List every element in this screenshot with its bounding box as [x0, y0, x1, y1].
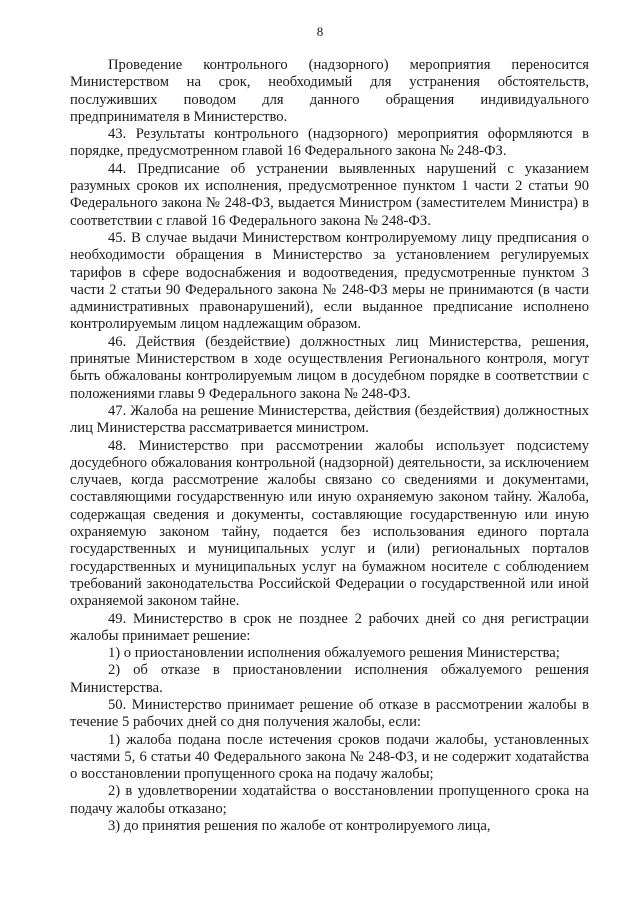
paragraph-42-continuation: Проведение контрольного (надзорного) мероприятия переносится Министерством на срок, необходимый для устранения обстоятельств, послуживших поводом для данного обращения индивидуального предпринимателя в Министерство.	[70, 57, 589, 125]
paragraph-50-item-3: 3) до принятия решения по жалобе от контролируемого лица,	[108, 818, 491, 835]
paragraph-50: 50. Министерство принимает решение об отказе в рассмотрении жалобы в течение 5 рабочих дней со дня получения жалобы, если:	[70, 696, 589, 731]
paragraph-49-item-2: 2) об отказе в приостановлении исполнения обжалуемого решения Министерства.	[70, 662, 589, 696]
paragraph-45: 45. В случае выдачи Министерством контролируемому лицу предписания о необходимости обращения в Министерство за установлением регулируемых тарифов в сфере водоснабжения и водоотведения, предусмотренные пунктом 3 части 2 статьи 90 Федерального закона № 248-ФЗ меры не принимаются (в части административных правонарушений), если выданное предписание исполнено контролируемым лицом надлежащим образом.	[70, 229, 589, 333]
paragraph-50-item-1: 1) жалоба подана после истечения сроков подачи жалобы, установленных частями 5, 6 статьи 40 Федерального закона № 248-ФЗ, и не содержит ходатайства о восстановлении пропущенного срока на подачу жалобы;	[70, 731, 589, 783]
paragraph-47: 47. Жалоба на решение Министерства, действия (бездействия) должностных лиц Министерства рассматривается министром.	[70, 402, 589, 437]
paragraph-49: 49. Министерство в срок не позднее 2 рабочих дней со дня регистрации жалобы принимает решение:	[70, 610, 589, 644]
paragraph-44: 44. Предписание об устранении выявленных нарушений с указанием разумных сроков их исполнения, предусмотренное пунктом 1 части 2 статьи 90 Федерального закона № 248-ФЗ, выдается Министром (заместителем Министра) в соответствии с главой 16 Федерального закона № 248-ФЗ.	[70, 160, 589, 229]
page-number: 8	[316, 24, 324, 39]
paragraph-50-item-2: 2) в удовлетворении ходатайства о восстановлении пропущенного срока на подачу жалобы отказано;	[70, 783, 589, 817]
paragraph-48: 48. Министерство при рассмотрении жалобы использует подсистему досудебного обжалования контрольной (надзорной) деятельности, за исключением случаев, когда рассмотрение жалобы связано со сведениями и документами, составляющими государственную или иную охраняемую законом тайну. Жалоба, содержащая сведения и документы, составляющие государственную или иную охраняемую законом тайну, подается без использования единого портала государственных и муниципальных услуг и (или) региональных порталов государственных и муниципальных услуг на бумажном носителе с соблюдением требований законодательства Российской Федерации о государственной или иной охраняемой законом тайне.	[70, 437, 589, 610]
paragraph-46: 46. Действия (бездействие) должностных лиц Министерства, решения, принятые Министерством в ходе осуществления Регионального контроля, могут быть обжалованы контролируемым лицом в досудебном порядке в соответствии с положениями главы 9 Федерального закона № 248-ФЗ.	[70, 333, 589, 402]
paragraph-49-item-1: 1) о приостановлении исполнения обжалуемого решения Министерства;	[108, 645, 560, 662]
paragraph-43: 43. Результаты контрольного (надзорного) мероприятия оформляются в порядке, предусмотренном главой 16 Федерального закона № 248-ФЗ.	[70, 126, 589, 160]
document-body	[70, 57, 589, 835]
